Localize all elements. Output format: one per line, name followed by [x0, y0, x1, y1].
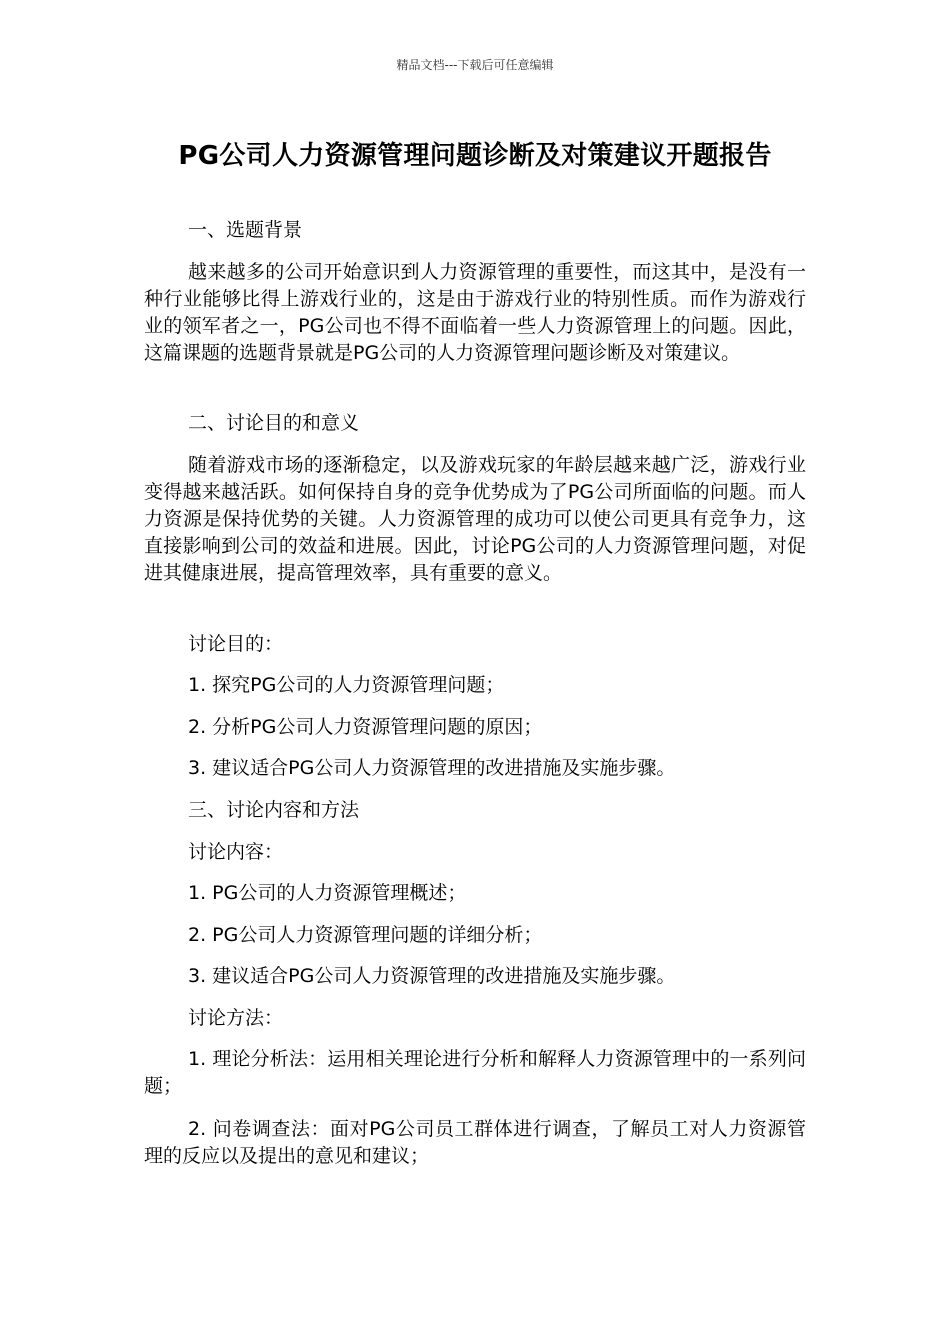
list-item — [144, 672, 806, 699]
label-content — [144, 839, 806, 866]
paragraph: 越来越多的公司开始意识到人力资源管理的重要性，而这其中，是没有一种行业能够比得上游戏行业的，这是由于游戏行业的特别性质。而作为游戏行业的领军者之一，PG公司也不得不面临着一些人力资源管理上的问题。因此，这篇课题的选题背景就是PG公司的人力资源管理问题诊断及对策建议。 — [144, 261, 806, 364]
sub-label: 讨论方法： — [188, 1007, 284, 1029]
paragraph-background — [144, 259, 806, 367]
list-item-text: 1. 探究PG公司的人力资源管理问题； — [188, 674, 505, 696]
list-item-text: 3. 建议适合PG公司人力资源管理的改进措施及实施步骤。 — [188, 757, 676, 779]
list-item — [144, 755, 806, 782]
label-purpose — [144, 631, 806, 658]
list-item — [144, 1116, 806, 1170]
sub-label: 讨论目的： — [188, 633, 284, 655]
heading-purpose-significance — [144, 410, 806, 437]
list-item — [144, 922, 806, 949]
section-heading: 三、讨论内容和方法 — [188, 799, 360, 821]
list-item-text: 1. PG公司的人力资源管理概述； — [188, 882, 467, 904]
label-method — [144, 1005, 806, 1032]
heading-background — [144, 217, 806, 244]
paragraph-purpose-significance — [144, 452, 806, 587]
list-item-text: 2. PG公司人力资源管理问题的详细分析； — [188, 924, 543, 946]
list-item — [144, 963, 806, 990]
sub-label: 讨论内容： — [188, 841, 284, 863]
section-heading: 二、讨论目的和意义 — [188, 412, 360, 434]
list-item — [144, 880, 806, 907]
list-item — [144, 714, 806, 741]
section-heading: 一、选题背景 — [188, 219, 303, 241]
paragraph: 随着游戏市场的逐渐稳定，以及游戏玩家的年龄层越来越广泛，游戏行业变得越来越活跃。如何保持自身的竞争优势成为了PG公司所面临的问题。而人力资源是保持优势的关键。人力资源管理的成功可以使公司更具有竞争力，这直接影响到公司的效益和进展。因此，讨论PG公司的人力资源管理问题，对促进其健康进展，提高管理效率，具有重要的意义。 — [144, 454, 806, 584]
list-item-text: 2. 问卷调查法：面对PG公司员工群体进行调查，了解员工对人力资源管理的反应以及提出的意见和建议； — [144, 1118, 806, 1167]
list-item — [144, 1046, 806, 1100]
heading-content-method — [144, 797, 806, 824]
header-note: 精品文档---下载后可任意编辑 — [396, 58, 554, 72]
list-item-text: 3. 建议适合PG公司人力资源管理的改进措施及实施步骤。 — [188, 965, 676, 987]
list-item-text: 1. 理论分析法：运用相关理论进行分析和解释人力资源管理中的一系列问题； — [144, 1048, 806, 1097]
list-item-text: 2. 分析PG公司人力资源管理问题的原因； — [188, 716, 543, 738]
document-title: PG公司人力资源管理问题诊断及对策建议开题报告 — [178, 141, 772, 171]
